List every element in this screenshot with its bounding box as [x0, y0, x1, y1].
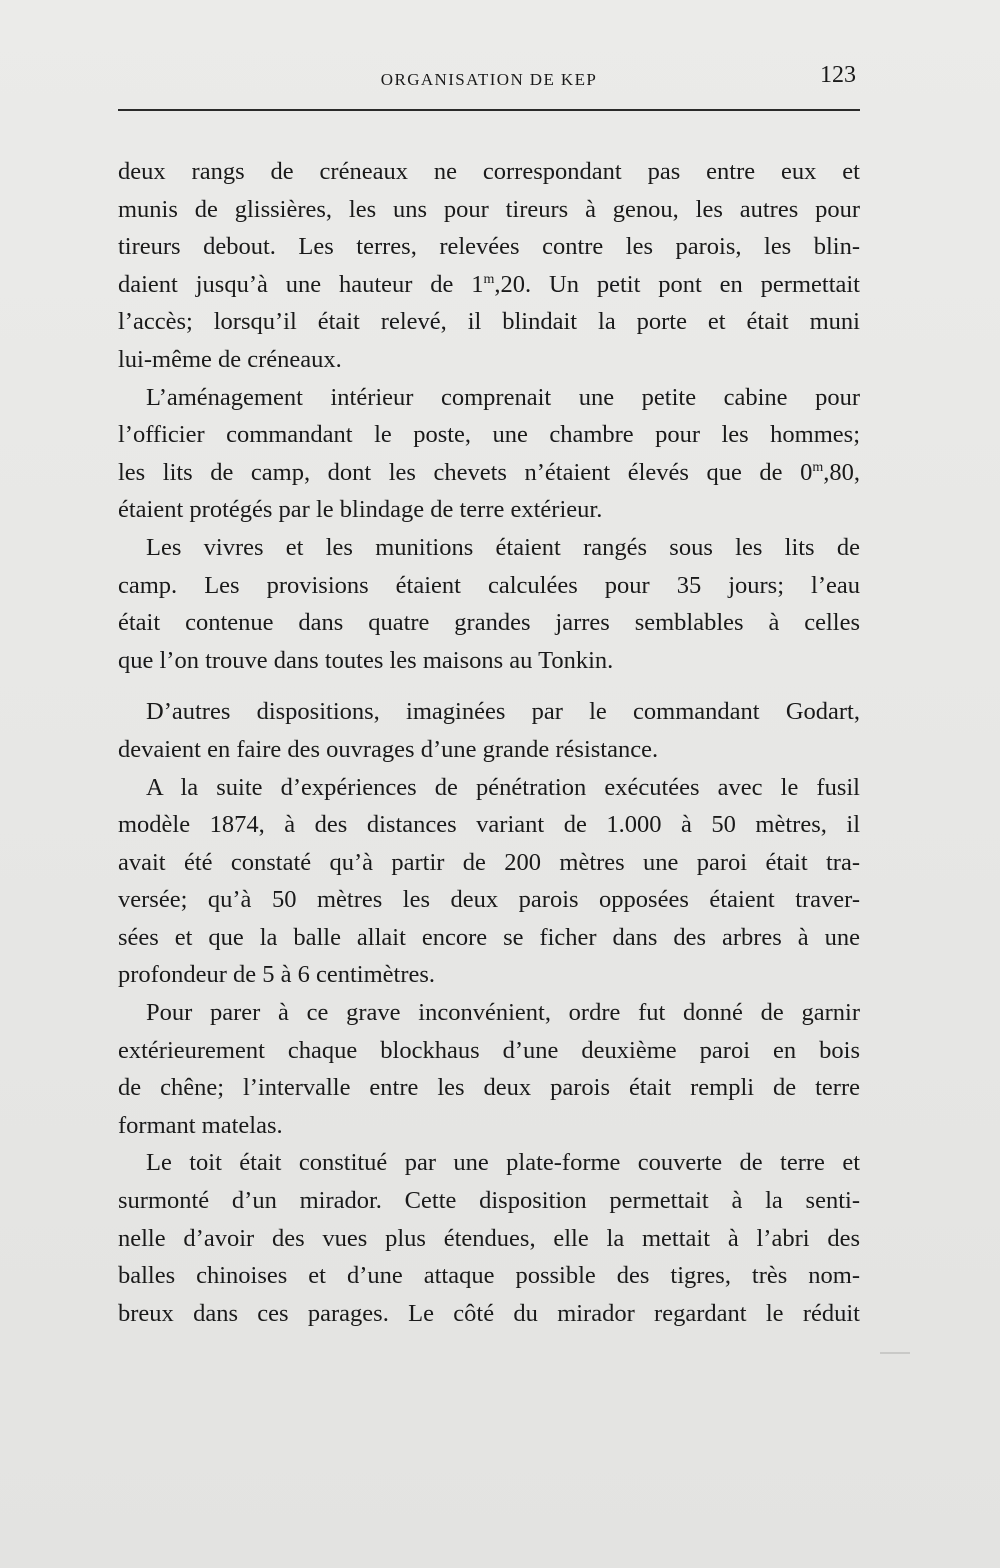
text-line: que l’on trouve dans toutes les maisons au Tonkin. — [118, 646, 614, 674]
text-line: surmonté d’un mirador. Cette disposition permettait à la senti- — [118, 1187, 860, 1215]
text-line: L’aménagement intérieur comprenait une petite cabine pour — [146, 383, 860, 411]
text-line: Le toit était constitué par une plate-forme couverte de terre et — [146, 1149, 860, 1177]
text-line: l’accès; lorsqu’il était relevé, il blindait la porte et était muni — [118, 308, 860, 336]
text-line: modèle 1874, à des distances variant de 1.000 à 50 mètres, il — [118, 811, 860, 839]
header-rule — [118, 109, 860, 111]
text-line: tireurs debout. Les terres, relevées contre les parois, les blin- — [118, 233, 860, 261]
text-line: D’autres dispositions, imaginées par le commandant Godart, — [146, 698, 860, 726]
text-fragment: ,80, — [823, 458, 860, 486]
text-line: était contenue dans quatre grandes jarres semblables à celles — [118, 609, 860, 637]
text-line: Pour parer à ce grave inconvénient, ordre fut donné de garnir — [146, 999, 860, 1027]
text-fragment: les lits de camp, dont les chevets n’étaient élevés que de 0 — [118, 458, 813, 486]
text-fragment: ,20. Un petit pont en permettait — [494, 270, 860, 298]
text-line: sées et que la balle allait encore se ficher dans des arbres à une — [118, 923, 860, 951]
text-line: devaient en faire des ouvrages d’une grande résistance. — [118, 735, 659, 763]
text-line: lui-même de créneaux. — [118, 345, 342, 373]
running-head — [118, 62, 860, 96]
text-line: avait été constaté qu’à partir de 200 mètres une paroi était tra- — [118, 848, 860, 876]
text-line: munis de glissières, les uns pour tireurs à genou, les autres pour — [118, 195, 860, 223]
text-line — [118, 266, 860, 304]
text-line: étaient protégés par le blindage de terre extérieur. — [118, 496, 603, 524]
running-title: ORGANISATION DE KEP — [380, 70, 598, 89]
text-fragment: daient jusqu’à une hauteur de 1 — [118, 270, 484, 298]
text-line — [118, 454, 860, 492]
text-line: camp. Les provisions étaient calculées pour 35 jours; l’eau — [118, 571, 860, 599]
superscript-unit: m — [812, 459, 824, 475]
section-gap — [118, 679, 860, 693]
text-line: balles chinoises et d’une attaque possible des tigres, très nom- — [118, 1262, 860, 1290]
text-line: profondeur de 5 à 6 centimètres. — [118, 961, 436, 989]
text-line: extérieurement chaque blockhaus d’une deuxième paroi en bois — [118, 1036, 860, 1064]
text-line: A la suite d’expériences de pénétration exécutées avec le fusil — [146, 773, 860, 801]
superscript-unit: m — [483, 271, 495, 287]
text-line: de chêne; l’intervalle entre les deux parois était rempli de terre — [118, 1074, 860, 1102]
text-line: breux dans ces parages. Le côté du mirador regardant le réduit — [118, 1299, 860, 1327]
page-blemish — [880, 1352, 910, 1354]
text-line: deux rangs de créneaux ne correspondant pas entre eux et — [118, 158, 860, 185]
text-line: nelle d’avoir des vues plus étendues, elle la mettait à l’abri des — [118, 1224, 860, 1252]
body-text — [118, 153, 860, 1332]
text-line: l’officier commandant le poste, une chambre pour les hommes; — [118, 421, 860, 449]
page-number: 123 — [820, 62, 856, 88]
text-line: formant matelas. — [118, 1111, 283, 1139]
text-line: versée; qu’à 50 mètres les deux parois opposées étaient traver- — [118, 886, 860, 914]
text-line: Les vivres et les munitions étaient rangés sous les lits de — [146, 533, 860, 561]
